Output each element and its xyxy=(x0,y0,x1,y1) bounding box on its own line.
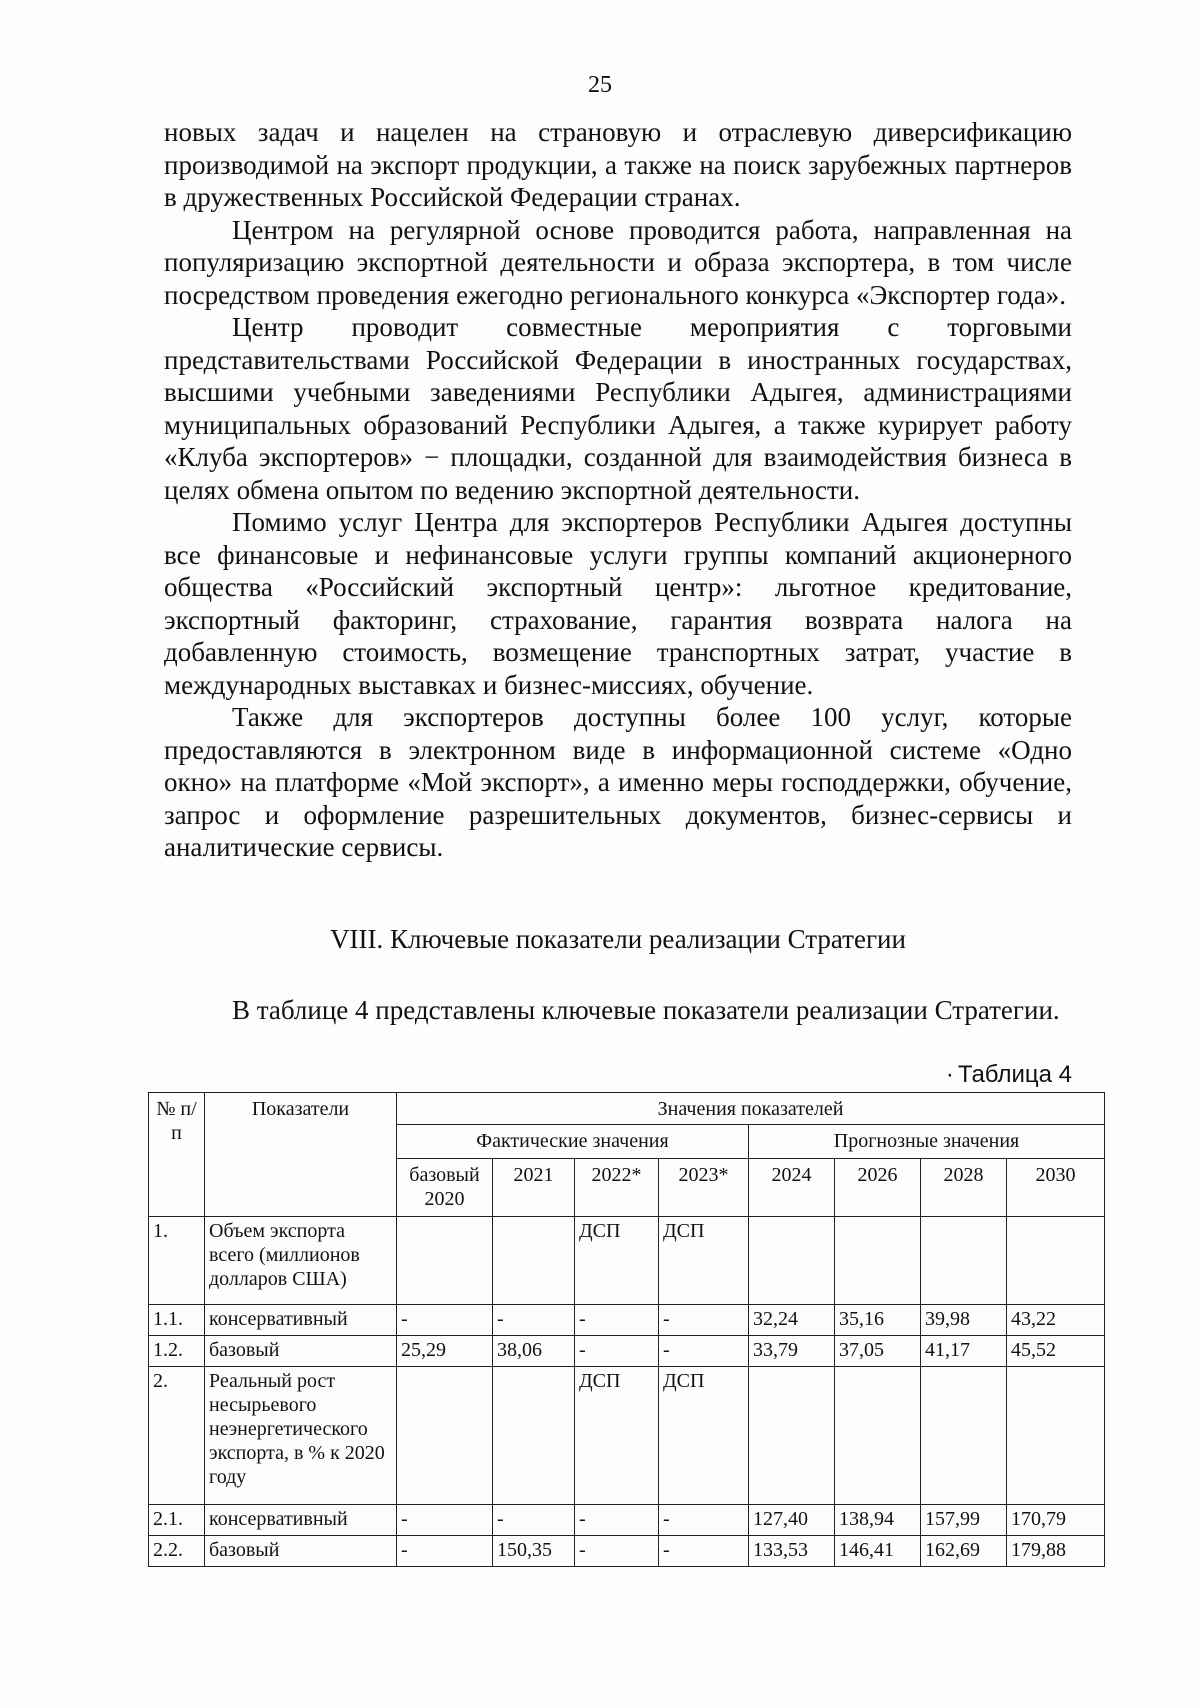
cell: 170,79 xyxy=(1007,1505,1105,1536)
row-num: 2. xyxy=(149,1367,205,1505)
table-caption xyxy=(946,1061,1072,1089)
cell xyxy=(1007,1367,1105,1505)
header-year: 2024 xyxy=(749,1159,835,1217)
table-row xyxy=(149,1336,1105,1367)
header-year: базовый 2020 xyxy=(397,1159,493,1217)
cell: 146,41 xyxy=(835,1536,921,1567)
cell: 43,22 xyxy=(1007,1305,1105,1336)
cell: - xyxy=(575,1336,659,1367)
paragraph: новых задач и нацелен на страновую и отраслевую диверсификацию производимой на экспорт продукции, а также на поиск зарубежных партнеров в дружественных Российской Федерации странах. xyxy=(164,117,1072,212)
intro-paragraph: В таблице 4 представлены ключевые показатели реализации Стратегии. xyxy=(232,995,1060,1025)
cell: 37,05 xyxy=(835,1336,921,1367)
row-name: базовый xyxy=(205,1536,397,1567)
cell: 138,94 xyxy=(835,1505,921,1536)
row-name: Объем экспорта всего (миллионов долларов США) xyxy=(205,1217,397,1305)
cell: 45,52 xyxy=(1007,1336,1105,1367)
header-year: 2030 xyxy=(1007,1159,1105,1217)
cell: 41,17 xyxy=(921,1336,1007,1367)
cell: 162,69 xyxy=(921,1536,1007,1567)
cell: - xyxy=(575,1305,659,1336)
table-row xyxy=(149,1217,1105,1305)
cell xyxy=(493,1217,575,1305)
row-num: 2.1. xyxy=(149,1505,205,1536)
cell xyxy=(397,1367,493,1505)
cell xyxy=(749,1217,835,1305)
cell: 32,24 xyxy=(749,1305,835,1336)
cell: - xyxy=(659,1305,749,1336)
row-num: 1.2. xyxy=(149,1336,205,1367)
cell xyxy=(1007,1217,1105,1305)
cell xyxy=(835,1367,921,1505)
cell: 39,98 xyxy=(921,1305,1007,1336)
row-name: консервативный xyxy=(205,1305,397,1336)
paragraph: Центром на регулярной основе проводится работа, направленная на популяризацию экспортной деятельности и образа экспортера, в том числе посредством проведения ежегодно регионального конкурса «Экспортер года». xyxy=(164,214,1072,310)
cell: - xyxy=(397,1305,493,1336)
cell: 35,16 xyxy=(835,1305,921,1336)
header-num: № п/п xyxy=(149,1093,205,1217)
table-row xyxy=(149,1367,1105,1505)
paragraph: Центр проводит совместные мероприятия с торговыми представительствами Российской Федерации в иностранных государствах, высшими учебными заведениями Республики Адыгея, администрациями муниципальных образований Республики Адыгея, а также курирует работу «Клуба экспортеров» − площадки, созданной для взаимодействия бизнеса в целях обмена опытом по ведению экспортной деятельности. xyxy=(164,312,1072,505)
cell: ДСП xyxy=(659,1217,749,1305)
cell: - xyxy=(397,1536,493,1567)
cell xyxy=(921,1217,1007,1305)
row-num: 1.1. xyxy=(149,1305,205,1336)
caption-mark: · xyxy=(945,1061,954,1088)
indicators-table xyxy=(148,1092,1105,1567)
cell xyxy=(749,1367,835,1505)
table-row xyxy=(149,1536,1105,1567)
cell: 127,40 xyxy=(749,1505,835,1536)
cell: 133,53 xyxy=(749,1536,835,1567)
header-indicators: Показатели xyxy=(205,1093,397,1217)
header-actual: Фактические значения xyxy=(397,1125,749,1159)
cell: 38,06 xyxy=(493,1336,575,1367)
page-number: 25 xyxy=(588,72,612,98)
header-year: 2023* xyxy=(659,1159,749,1217)
cell: 157,99 xyxy=(921,1505,1007,1536)
cell: - xyxy=(659,1505,749,1536)
cell: ДСП xyxy=(575,1217,659,1305)
header-year: 2022* xyxy=(575,1159,659,1217)
header-year: 2021 xyxy=(493,1159,575,1217)
cell xyxy=(835,1217,921,1305)
table-caption-text: Таблица 4 xyxy=(957,1061,1072,1088)
section-heading: VIII. Ключевые показатели реализации Стратегии xyxy=(330,924,906,954)
row-num: 2.2. xyxy=(149,1536,205,1567)
row-name: консервативный xyxy=(205,1505,397,1536)
cell: - xyxy=(575,1505,659,1536)
cell: - xyxy=(493,1305,575,1336)
paragraph: Помимо услуг Центра для экспортеров Республики Адыгея доступны все финансовые и нефинансовые услуги группы компаний акционерного общества «Российский экспортный центр»: льготное кредитование, экспортный факторинг, страхование, гарантия возврата налога на добавленную стоимость, возмещение транспортных затрат, участие в международных выставках и бизнес-миссиях, обучение. xyxy=(164,507,1072,700)
paragraph: Также для экспортеров доступны более 100 услуг, которые предоставляются в электронном виде в информационной системе «Одно окно» на платформе «Мой экспорт», а именно меры господдержки, обучение, запрос и оформление разрешительных документов, бизнес-сервисы и аналитические сервисы. xyxy=(164,702,1072,862)
cell: 33,79 xyxy=(749,1336,835,1367)
cell: 179,88 xyxy=(1007,1536,1105,1567)
cell: 25,29 xyxy=(397,1336,493,1367)
row-num: 1. xyxy=(149,1217,205,1305)
cell xyxy=(397,1217,493,1305)
cell: - xyxy=(659,1536,749,1567)
cell: ДСП xyxy=(659,1367,749,1505)
cell: ДСП xyxy=(575,1367,659,1505)
table-intro xyxy=(164,994,1072,1027)
cell: - xyxy=(397,1505,493,1536)
cell: - xyxy=(659,1336,749,1367)
cell: - xyxy=(493,1505,575,1536)
header-year: 2026 xyxy=(835,1159,921,1217)
cell xyxy=(921,1367,1007,1505)
cell xyxy=(493,1367,575,1505)
table-row xyxy=(149,1505,1105,1536)
cell: 150,35 xyxy=(493,1536,575,1567)
row-name: базовый xyxy=(205,1336,397,1367)
header-year: 2028 xyxy=(921,1159,1007,1217)
header-values: Значения показателей xyxy=(397,1093,1105,1125)
row-name: Реальный рост несырьевого неэнергетического экспорта, в % к 2020 году xyxy=(205,1367,397,1505)
body-text xyxy=(164,116,1072,864)
table-row xyxy=(149,1305,1105,1336)
header-forecast: Прогнозные значения xyxy=(749,1125,1105,1159)
cell: - xyxy=(575,1536,659,1567)
